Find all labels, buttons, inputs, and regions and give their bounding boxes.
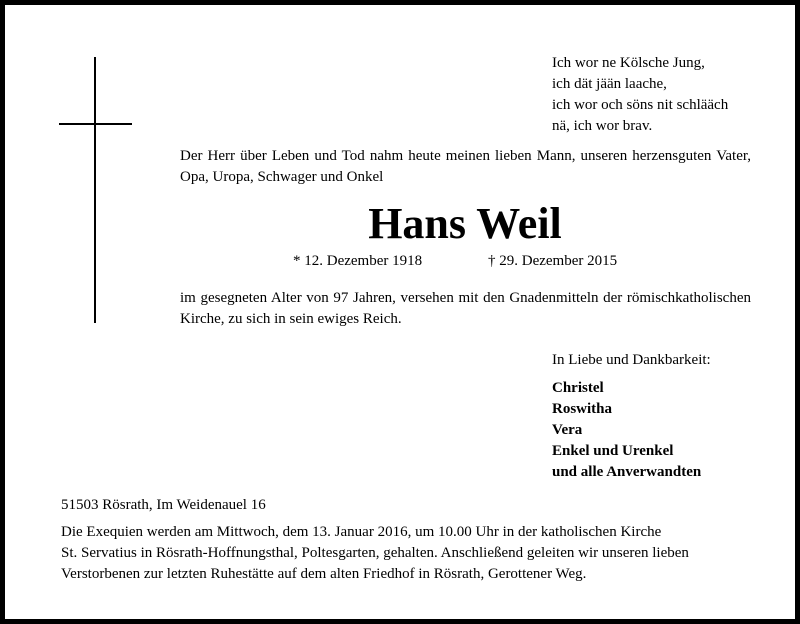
funeral-line: St. Servatius in Rösrath-Hoffnungsthal, Poltesgarten, gehalten. Anschließend geleiten wir unseren lieben [61,545,689,561]
mourner: Vera [552,422,583,438]
cross-icon-bar [59,123,132,125]
mourners-list [552,378,701,483]
mourner: Christel [552,380,604,396]
mourner: Enkel und Urenkel [552,443,674,459]
poem-line: nä, ich wor brav. [552,118,653,134]
poem-line: ich dät jään laache, [552,76,667,92]
funeral-line: Verstorbenen zur letzten Ruhestätte auf dem alten Friedhof in Rösrath, Gerottener Weg. [61,566,587,582]
mourner: Roswitha [552,401,613,417]
funeral-info [61,522,751,585]
birth-date: * 12. Dezember 1918 [293,253,423,269]
cross-icon [94,57,96,323]
poem [552,53,728,137]
death-date: † 29. Dezember 2015 [488,253,618,269]
dedication: In Liebe und Dankbarkeit: [552,352,711,368]
deceased-name: Hans Weil [368,199,562,248]
poem-line: Ich wor ne Kölsche Jung, [552,55,705,71]
intro-text: Der Herr über Leben und Tod nahm heute meinen lieben Mann, unseren herzensguten Vater, Opa, Uropa, Schwager und Onkel [180,148,751,185]
mourner: und alle Anverwandten [552,464,702,480]
age-text: im gesegneten Alter von 97 Jahren, versehen mit den Gnadenmitteln der römischkatholischen Kirche, zu sich in sein ewiges Reich. [180,290,751,327]
address: 51503 Rösrath, Im Weidenauel 16 [61,497,266,513]
poem-line: ich wor och söns nit schlääch [552,97,729,113]
funeral-line: Die Exequien werden am Mittwoch, dem 13. Januar 2016, um 10.00 Uhr in der katholischen Kirche [61,524,662,540]
